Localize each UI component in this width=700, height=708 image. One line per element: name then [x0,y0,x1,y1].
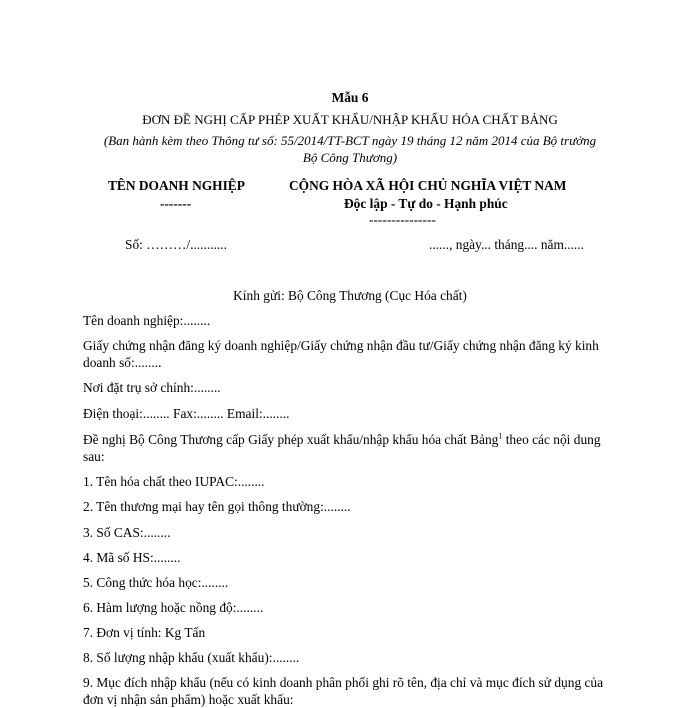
item-iupac-name: 1. Tên hóa chất theo IUPAC:........ [83,474,265,489]
item-chemical-formula: 5. Công thức hóa học:........ [83,575,229,590]
item-hs-code: 4. Mã số HS:........ [83,550,181,565]
request-text-end: theo các nội dung sau: [83,432,601,464]
document-title: ĐƠN ĐỀ NGHỊ CẤP PHÉP XUẤT KHẨU/NHẬP KHẨU HÓA CHẤT BẢNG [142,112,558,127]
field-head-office: Nơi đặt trụ sở chính:........ [83,380,221,395]
field-certificate: Giấy chứng nhận đăng ký doanh nghiệp/Giấy chứng nhận đầu tư/Giấy chứng nhận đăng ký kinh doanh số:........ [83,338,599,370]
field-contact: Điện thoại:........ Fax:........ Email:........ [83,406,290,421]
motto-dashes: --------------- [369,212,436,227]
subtitle-line-1: (Ban hành kèm theo Thông tư số: 55/2014/TT-BCT ngày 19 tháng 12 năm 2014 của Bộ trưởng [103,133,597,148]
republic-heading: CỘNG HÒA XÃ HỘI CHỦ NGHĨA VIỆT NAM [289,178,567,193]
item-trade-name: 2. Tên thương mại hay tên gọi thông thường:........ [83,499,351,514]
national-motto: Độc lập - Tự do - Hạnh phúc [344,196,508,211]
company-dashes: ------- [160,196,192,211]
document-number: Số: ………/........... [125,237,227,252]
footnote-marker: 1 [498,431,503,441]
request-text: Đề nghị Bộ Công Thương cấp Giấy phép xuất khẩu/nhập khẩu hóa chất Bảng [83,432,499,447]
form-number: Mẫu 6 [331,90,369,105]
item-quantity: 8. Số lượng nhập khẩu (xuất khẩu):........ [83,650,300,665]
field-request [83,431,623,465]
date-line: ......, ngày... tháng.... năm...... [429,237,584,252]
item-unit: 7. Đơn vị tính: Kg Tấn [83,625,206,640]
item-concentration: 6. Hàm lượng hoặc nồng độ:........ [83,600,264,615]
field-company-name: Tên doanh nghiệp:........ [83,313,211,328]
subtitle-line-2: Bộ Công Thương) [302,150,398,165]
item-cas-number: 3. Số CAS:........ [83,525,171,540]
item-purpose: 9. Mục đích nhập khẩu (nếu có kinh doanh phân phối ghi rõ tên, địa chỉ và mục đích sử dụng của đơn vị nhận sản phẩm) hoặc xuất khẩu: [83,675,604,707]
addressee: Kính gửi: Bộ Công Thương (Cục Hóa chất) [233,288,467,303]
company-name-heading: TÊN DOANH NGHIỆP [108,178,245,193]
